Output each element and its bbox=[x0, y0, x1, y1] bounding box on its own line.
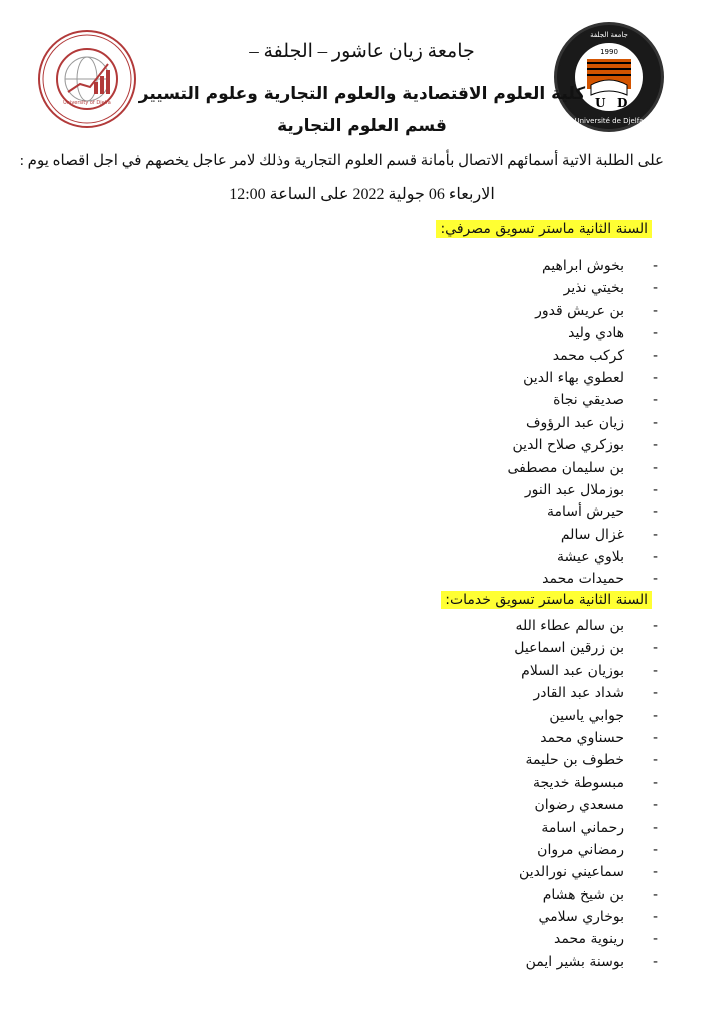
list-item bbox=[514, 839, 658, 861]
list-item bbox=[514, 951, 658, 973]
list-bullet: - bbox=[652, 280, 658, 297]
notice-intro: على الطلبة الاتية أسمائهم الاتصال بأمانة قسم العلوم التجارية وذلك لامر عاجل يخصهم في اجل اقصاه يوم : bbox=[19, 153, 664, 169]
list-bullet: - bbox=[652, 685, 658, 702]
svg-text:جامعة الجلفة: جامعة الجلفة bbox=[590, 31, 628, 39]
list-bullet: - bbox=[652, 931, 658, 948]
list-bullet: - bbox=[652, 302, 658, 319]
list-bullet: - bbox=[652, 752, 658, 769]
student-name: بوزيان عبد السلام bbox=[521, 662, 624, 679]
list-item bbox=[514, 660, 658, 682]
student-name: بوزملال عبد النور bbox=[524, 481, 624, 498]
list-bullet: - bbox=[652, 258, 658, 274]
student-name: بن سليمان مصطفى bbox=[507, 459, 624, 476]
student-list-banking-marketing bbox=[507, 255, 658, 591]
list-item bbox=[507, 412, 658, 434]
student-name: جوابي ياسين bbox=[549, 707, 624, 724]
section-heading-services-marketing: السنة الثانية ماستر تسويق خدمات: bbox=[441, 591, 652, 609]
list-item bbox=[514, 817, 658, 839]
list-item bbox=[514, 884, 658, 906]
list-item bbox=[514, 705, 658, 727]
list-bullet: - bbox=[652, 392, 658, 409]
student-name: بن شيخ هشام bbox=[542, 886, 624, 903]
list-item bbox=[514, 861, 658, 883]
list-item bbox=[514, 615, 658, 637]
department-name: قسم العلوم التجارية bbox=[277, 116, 447, 136]
student-name: رمضاني مروان bbox=[537, 841, 624, 858]
list-item bbox=[514, 637, 658, 659]
list-bullet: - bbox=[652, 953, 658, 970]
list-bullet: - bbox=[652, 459, 658, 476]
faculty-name: كلية العلوم الاقتصادية والعلوم التجارية وعلوم التسيير bbox=[138, 84, 586, 104]
student-name: بخيتي نذير bbox=[563, 280, 624, 297]
svg-text:University of Djelfa: University of Djelfa bbox=[63, 100, 111, 106]
student-name: بن سالم عطاء الله bbox=[515, 618, 624, 634]
list-item bbox=[514, 928, 658, 950]
student-name: سماعيني نورالدين bbox=[519, 864, 624, 881]
list-item bbox=[507, 277, 658, 299]
list-bullet: - bbox=[652, 729, 658, 746]
list-bullet: - bbox=[652, 864, 658, 881]
list-item bbox=[514, 794, 658, 816]
student-name: بن زرقين اسماعيل bbox=[514, 640, 624, 657]
student-name: زيان عبد الرؤوف bbox=[526, 414, 624, 431]
student-name: بخوش ابراهيم bbox=[541, 258, 624, 274]
list-bullet: - bbox=[652, 437, 658, 454]
list-bullet: - bbox=[652, 571, 658, 588]
svg-text:U: U bbox=[595, 96, 606, 110]
list-bullet: - bbox=[652, 347, 658, 364]
list-bullet: - bbox=[652, 414, 658, 431]
university-name: جامعة زيان عاشور – الجلفة – bbox=[249, 41, 475, 62]
list-item bbox=[507, 367, 658, 389]
list-bullet: - bbox=[652, 618, 658, 634]
list-bullet: - bbox=[652, 549, 658, 566]
student-name: رينوية محمد bbox=[554, 931, 624, 948]
list-item bbox=[514, 906, 658, 928]
list-bullet: - bbox=[652, 797, 658, 814]
student-name: هادي وليد bbox=[568, 325, 624, 342]
student-name: بوخاري سلامي bbox=[538, 909, 624, 926]
list-item bbox=[507, 345, 658, 367]
list-bullet: - bbox=[652, 526, 658, 543]
student-name: حميدات محمد bbox=[542, 571, 624, 588]
svg-text:1990: 1990 bbox=[600, 48, 618, 56]
list-bullet: - bbox=[652, 707, 658, 724]
notice-datetime: الاربعاء 06 جولية 2022 على الساعة 12:00 bbox=[229, 186, 495, 203]
list-bullet: - bbox=[652, 640, 658, 657]
student-name: كركب محمد bbox=[552, 347, 624, 364]
list-bullet: - bbox=[652, 841, 658, 858]
list-bullet: - bbox=[652, 504, 658, 521]
svg-text:Université de Djelfa: Université de Djelfa bbox=[574, 117, 644, 125]
student-name: بوزكري صلاح الدين bbox=[512, 437, 624, 454]
student-name: مسعدي رضوان bbox=[534, 797, 624, 814]
student-name: رحماني اسامة bbox=[541, 819, 624, 836]
list-item bbox=[507, 546, 658, 568]
student-name: غزال سالم bbox=[560, 526, 624, 543]
student-name: حسناوي محمد bbox=[540, 729, 624, 746]
list-bullet: - bbox=[652, 819, 658, 836]
list-item bbox=[507, 501, 658, 523]
list-bullet: - bbox=[652, 662, 658, 679]
list-item bbox=[507, 255, 658, 277]
student-name: لعطوي بهاء الدين bbox=[523, 369, 624, 386]
student-name: خطوف بن حليمة bbox=[525, 752, 624, 769]
list-item bbox=[514, 727, 658, 749]
student-name: مبسوطة خديجة bbox=[533, 774, 624, 791]
list-item bbox=[507, 389, 658, 411]
list-item bbox=[507, 322, 658, 344]
list-item bbox=[514, 682, 658, 704]
list-bullet: - bbox=[652, 886, 658, 903]
list-item bbox=[507, 568, 658, 590]
student-name: صديقي نجاة bbox=[553, 392, 624, 409]
svg-text:D: D bbox=[617, 96, 628, 110]
student-name: حيرش أسامة bbox=[546, 504, 624, 521]
student-name: بوسنة بشير ايمن bbox=[525, 953, 624, 970]
list-bullet: - bbox=[652, 369, 658, 386]
section-heading-banking-marketing: السنة الثانية ماستر تسويق مصرفي: bbox=[436, 220, 652, 238]
list-bullet: - bbox=[652, 774, 658, 791]
list-item bbox=[507, 457, 658, 479]
student-list-services-marketing bbox=[514, 615, 658, 973]
list-bullet: - bbox=[652, 325, 658, 342]
student-name: شداد عبد القادر bbox=[533, 685, 624, 702]
list-item bbox=[507, 479, 658, 501]
list-item bbox=[507, 434, 658, 456]
list-item bbox=[507, 300, 658, 322]
list-bullet: - bbox=[652, 481, 658, 498]
list-bullet: - bbox=[652, 909, 658, 926]
list-item bbox=[514, 749, 658, 771]
list-item bbox=[507, 524, 658, 546]
student-name: بلاوي عيشة bbox=[557, 549, 624, 566]
list-item bbox=[514, 772, 658, 794]
student-name: بن عريش قدور bbox=[535, 302, 624, 319]
